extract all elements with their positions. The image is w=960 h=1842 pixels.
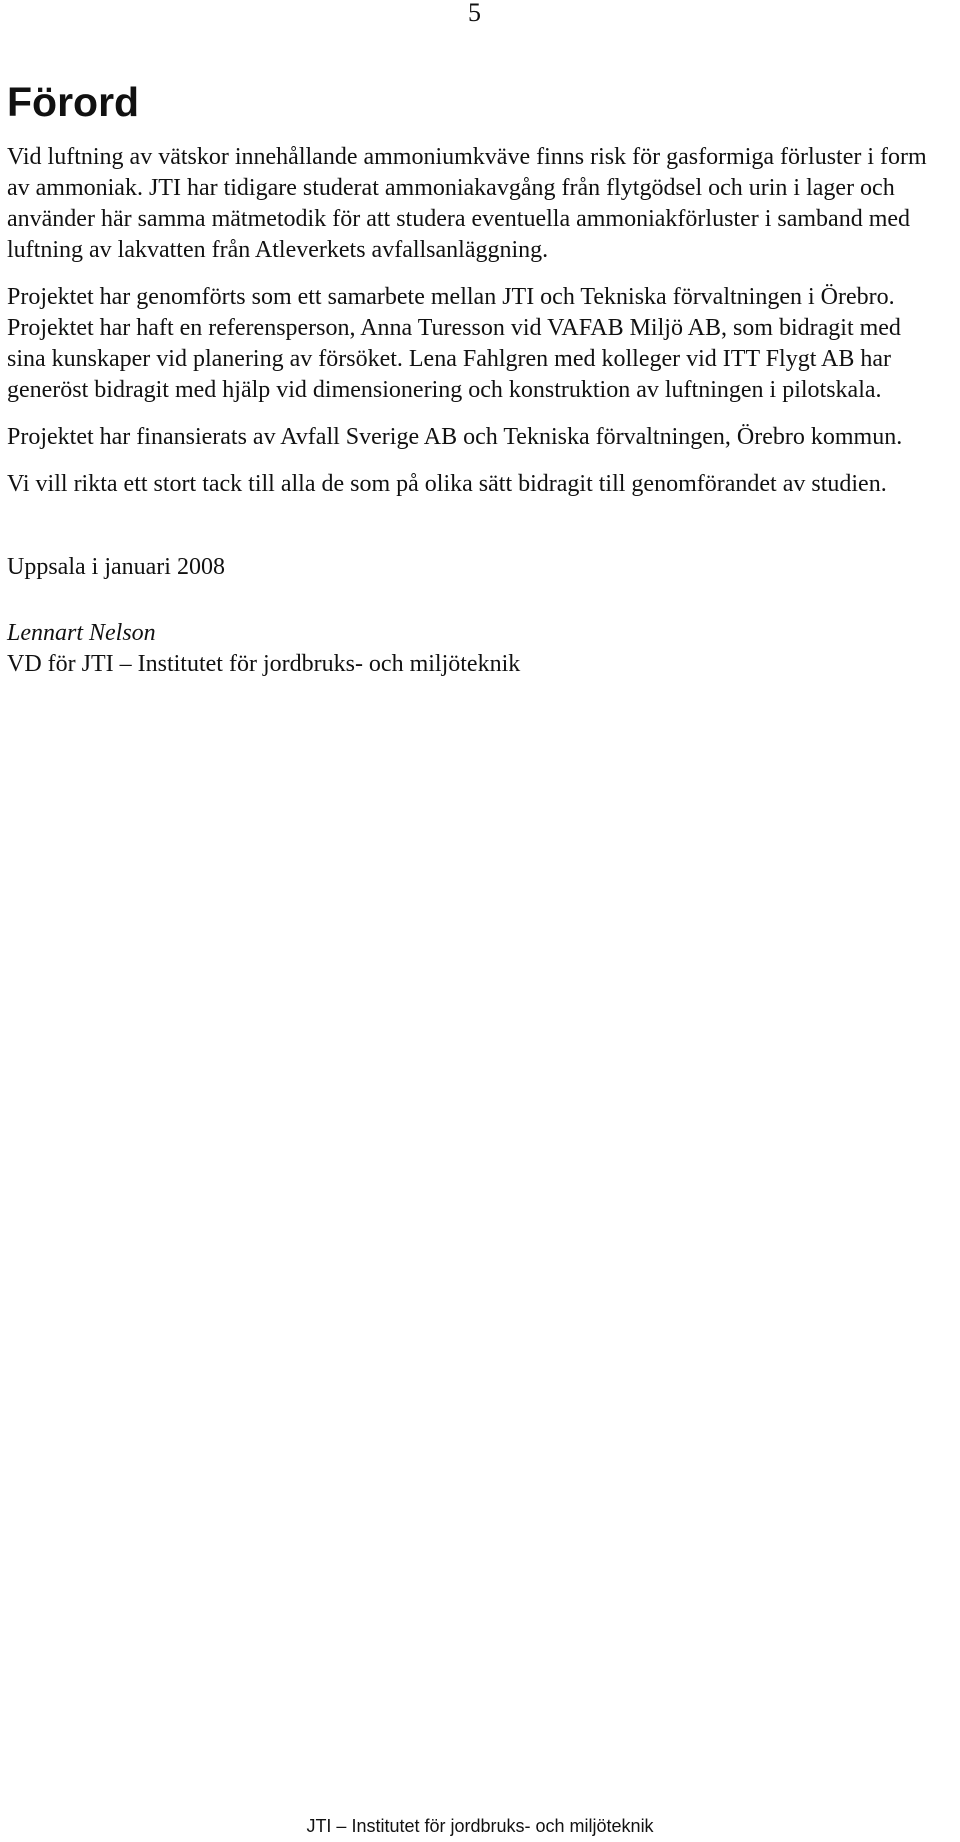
signature-title: VD för JTI – Institutet för jordbruks- och miljöteknik [7, 651, 521, 677]
paragraph-funding: Projektet har finansierats av Avfall Sverige AB och Tekniska förvaltningen, Örebro kommun. [7, 424, 903, 450]
page-footer: JTI – Institutet för jordbruks- och miljöteknik [306, 1816, 654, 1836]
paragraph-intro: Vid luftning av vätskor innehållande ammoniumkväve finns risk för gasformiga förluster i form av ammoniak. JTI har tidigare studerat ammoniakavgång från flytgödsel och urin i lager och använder här samma mätmetodik för att studera eventuella ammoniakförluster i samband med luftning av lakvatten från Atleverkets avfallsanläggning. [7, 144, 927, 263]
signature-name: Lennart Nelson [7, 620, 156, 646]
page-title: Förord [7, 79, 140, 125]
document-body [7, 78, 937, 680]
paragraph-thanks: Vi vill rikta ett stort tack till alla de som på olika sätt bidragit till genomförandet av studien. [7, 471, 887, 497]
paragraph-collaboration: Projektet har genomförts som ett samarbete mellan JTI och Tekniska förvaltningen i Örebro. Projektet har haft en referensperson, Anna Turesson vid VAFAB Miljö AB, som bidragit med sina kunskaper vid planering av försöket. Lena Fahlgren med kolleger vid ITT Flygt AB har generöst bidragit med hjälp vid dimensionering och konstruktion av luftningen i pilotskala. [7, 284, 901, 403]
page-number: 5 [468, 0, 481, 27]
place-date: Uppsala i januari 2008 [7, 554, 225, 580]
